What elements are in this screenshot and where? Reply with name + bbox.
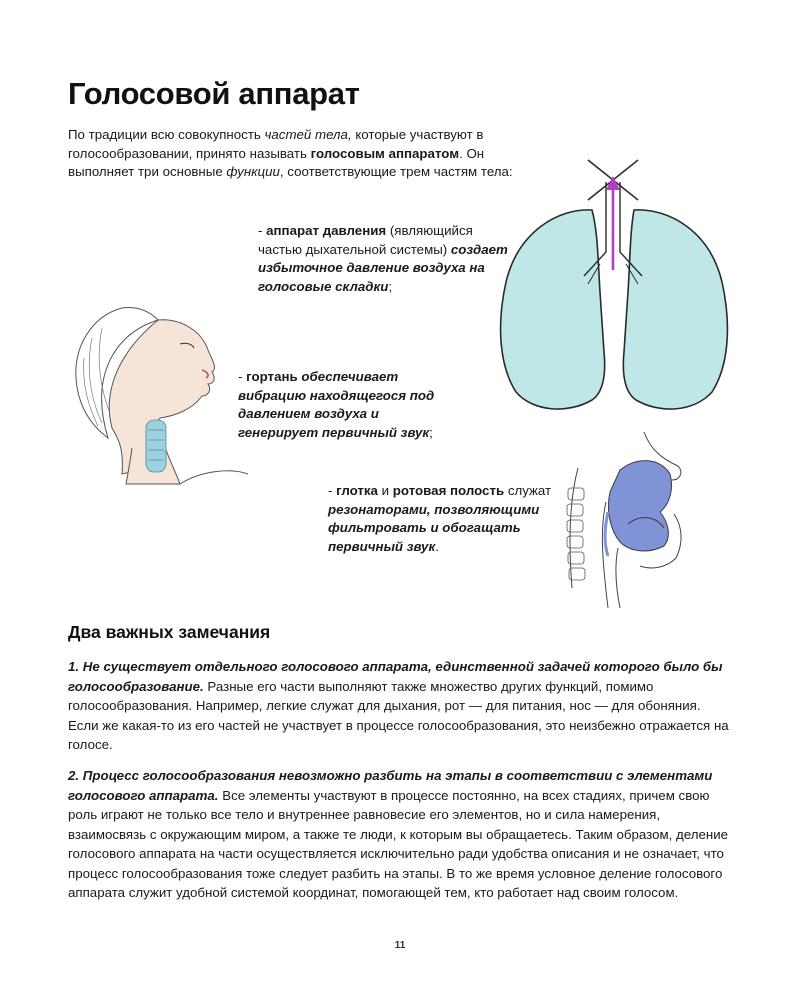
head-section-icon xyxy=(548,418,698,618)
item-emphasis: обеспечивает вибрацию находящегося под давлением воздуха и генерирует первичный звук xyxy=(238,369,435,440)
term-pharynx: глотка xyxy=(336,483,378,498)
intro-emphasis-functions: функции xyxy=(226,164,280,179)
intro-text: . Он выполняет три основные xyxy=(68,145,485,179)
intro-text: По традиции всю совокупность xyxy=(68,127,265,142)
remark-paragraph-2 xyxy=(68,766,734,903)
remark-body: Разные его части выполняют также множество других функций, помимо голосообразования. Например, легкие служат для дыхания, рот — для питания, нос — для обоняния. Если же какая-то из его частей не участвует в процессе голосообразования, это неизбежно отражается на голосе. xyxy=(68,678,729,752)
remark-lead: 1. Не существует отдельного голосового аппарата, единственной задачей которого было бы голосообразование. xyxy=(68,659,723,694)
intro-emphasis-body-parts: частей тела, xyxy=(264,127,352,142)
item-pharynx-oral-cavity: - глотка и ротовая полость служат резонаторами, позволяющими фильтровать и обогащать первичный звук. xyxy=(328,483,552,554)
term-larynx: гортань xyxy=(246,369,298,384)
remark-paragraph-1 xyxy=(68,657,734,755)
item-larynx: - гортань обеспечивает вибрацию находящегося под давлением воздуха и генерирует первичный звук; xyxy=(238,369,435,440)
intro-term-voice-apparatus: голосовым аппаратом xyxy=(310,145,460,161)
item-emphasis: создает избыточное давление воздуха на голосовые складки xyxy=(258,241,508,294)
intro-text: которые участвуют в голосообразовании, принято называть xyxy=(68,127,484,161)
term-pressure-apparatus: аппарат давления xyxy=(266,223,387,238)
lungs-icon xyxy=(488,152,748,422)
remark-lead: 2. Процесс голосообразования невозможно разбить на этапы в соответствии с элементами голосового аппарата. xyxy=(68,768,713,803)
term-oral-cavity: ротовая полость xyxy=(392,483,505,498)
head-profile-icon xyxy=(62,298,252,488)
page-title: Голосовой аппарат xyxy=(68,76,360,111)
item-pressure-apparatus: - аппарат давления (являющийся частью дыхательной системы) создает избыточное давление воздуха на голосовые складки; xyxy=(258,223,508,294)
item-emphasis: резонаторами, позволяющими фильтровать и обогащать первичный звук xyxy=(328,501,540,554)
intro-text: , соответствующие трем частям тела: xyxy=(279,164,513,179)
intro-paragraph xyxy=(68,126,538,182)
page-number: 11 xyxy=(394,940,406,951)
section-heading: Два важных замечания xyxy=(68,622,271,642)
remark-body: Все элементы участвуют в процессе постоянно, на всех стадиях, причем свою роль играют не только все тело и внутреннее равновесие его элементов, но и сила намерения, взаимосвязь с окружающим миром, а также те люди, к которым вы обращаетесь. Таким образом, деление голосового аппарата на части осуществляется исключительно ради удобства описания и не означает, что процесс голосообразования тоже следует разбить на этапы. В то же время условное деление голосового аппарата служит удобной системой координат, помогающей тем, кто работает над своим голосом. xyxy=(68,787,729,900)
